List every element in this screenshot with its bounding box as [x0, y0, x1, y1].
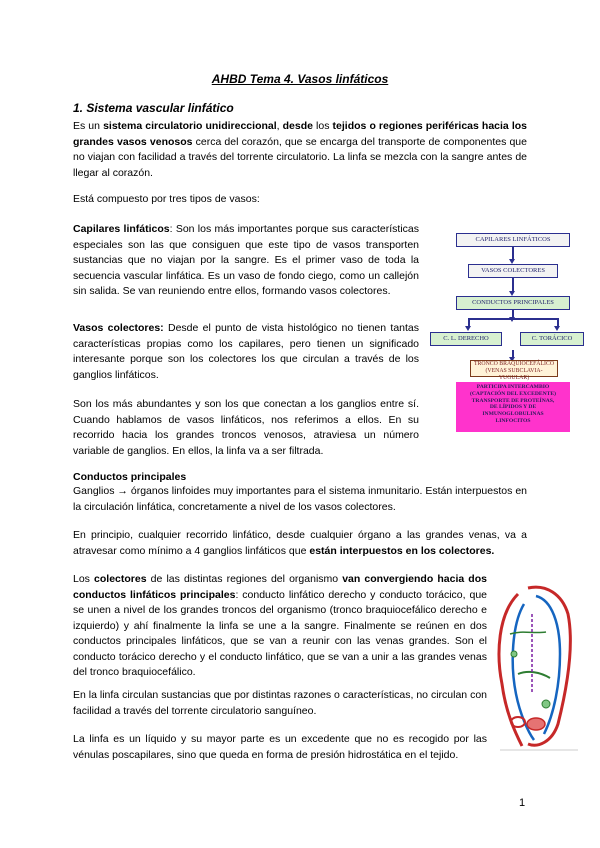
paragraph-sustancias: En la linfa circulan sustancias que por distintas razones o características, no circulan con facilidad a través del torrente circulatorio sanguíneo. — [73, 689, 487, 717]
diagram-stem — [512, 310, 514, 318]
paragraph-types: Está compuesto por tres tipos de vasos: — [73, 193, 260, 205]
paragraph-colectores-convergen: Los colectores de las distintas regiones del organismo van convergiendo hacia dos conductos linfáticos principales: conducto linfático derecho y conducto torácico, que se unen a nivel de los grandes troncos del organismo (tronco braquiocefálico derecho e izquierdo) y ahí finalmente la linfa se une a la sangre. Finalmente se reúnen en dos conductos principales linfáticos, que se van a reunir con las venas grandes. Son el conducto torácico derecho y el conducto linfático, que se van a unir a las grandes venas del tronco braquiocefálico. — [73, 573, 487, 678]
lymphatic-system-illustration — [488, 574, 588, 756]
section-heading-1: 1. Sistema vascular linfático — [73, 101, 234, 115]
diagram-arrow — [468, 318, 470, 327]
page-number: 1 — [519, 797, 526, 809]
pink-line-1: PARTICIPA INTERCAMBIO — [476, 384, 550, 390]
paragraph-abundantes: Son los más abundantes y son los que conectan a los ganglios entre sí. Cuando hablamos de vasos linfáticos, nos referimos a ellos. En su recorrido hacia los grandes troncos venosos, atraviesa un número variable de ganglios. En ellos, la linfa va a ser filtrada. — [73, 398, 419, 457]
diagram-box-vasos: VASOS COLECTORES — [468, 264, 558, 278]
pink-line-3: TRANSPORTE DE PROTEÍNAS, — [471, 397, 555, 404]
tronco-line-1: TRONCO BRAQUIOCEFÁLICO — [473, 361, 555, 367]
paragraph-linfa: La linfa es un líquido y su mayor parte es un excedente que no es recogido por las vénulas poscapilares, sino que queda en forma de presión hidrostática en el tejido. — [73, 733, 487, 761]
conductos-heading: Conductos principales — [73, 471, 187, 483]
paragraph-colectores: Vasos colectores: Desde el punto de vista histológico no tienen tantas características propias como los capilares, pero tienen un significado interesante porque son los colectores los que circulan a través de los ganglios linfáticos. — [73, 322, 420, 381]
lymphatic-flow-diagram — [428, 228, 586, 440]
paragraph-ganglios: Ganglios → órganos linfoides muy importantes para el sistema inmunitario. Están interpuestos en la circulación linfática, concretamente a nivel de los vasos colectores. — [73, 485, 527, 513]
diagram-arrow — [512, 278, 514, 292]
diagram-arrow — [557, 318, 559, 327]
diagram-box-toracico: C. TORÁCICO — [520, 332, 584, 346]
diagram-box-derecho: C. L. DERECHO — [430, 332, 502, 346]
diagram-box-capilares: CAPILARES LINFÁTICOS — [456, 233, 570, 247]
diagram-arrow — [512, 350, 514, 358]
diagram-box-conductos: CONDUCTOS PRINCIPALES — [456, 296, 570, 310]
pink-line-4: DE LÍPIDOS Y DE — [489, 404, 537, 411]
paragraph-capilares: Capilares linfáticos: Son los más importantes porque sus características especiales son las que consiguen que este tipo de vasos transporten sustancias que no viajan por la sangre. Es el primer vaso de toda la secuencia vascular linfática. Es un vaso de fondo ciego, como un callejón sin salida. Se van reuniendo entre ellos, formando vasos colectores. — [73, 223, 419, 297]
diagram-box-tronco — [470, 360, 558, 381]
diagram-arrow — [512, 247, 514, 260]
tronco-line-2: (VENAS SUBCLAVIA-YUGULAR) — [485, 368, 543, 381]
pink-line-2: (CAPTACIÓN DEL EXCEDENTE) — [470, 390, 556, 397]
paragraph-intro: Es un sistema circulatorio unidireccional, desde los tejidos o regiones periféricas hacia los grandes vasos venosos cerca del corazón, que se encarga del transporte de componentes que no viajan con facilidad a través del torrente circulatorio. La linfa se mezcla con la sangre antes de llegar al corazón. — [73, 120, 527, 179]
paragraph-recorrido: En principio, cualquier recorrido linfático, desde cualquier órgano a las grandes venas, va a atravesar como mínimo a 4 ganglios linfáticos que están interpuestos en los colectores. — [73, 529, 527, 557]
document-title: AHBD Tema 4. Vasos linfáticos — [211, 72, 389, 86]
pink-line-5: INMUNOGLOBULINAS — [482, 411, 544, 418]
pink-line-6: LINFOCITOS — [495, 417, 531, 424]
diagram-box-intercambio — [456, 382, 570, 432]
